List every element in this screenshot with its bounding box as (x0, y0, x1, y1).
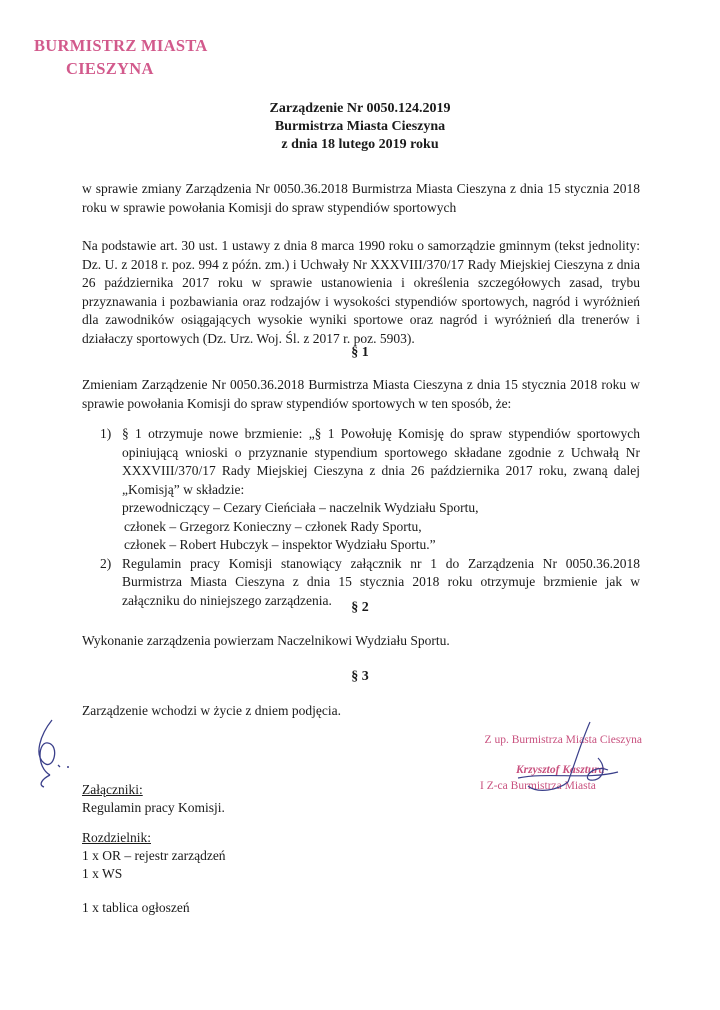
title-line-3: z dnia 18 lutego 2019 roku (281, 137, 439, 152)
distribution-section (82, 829, 226, 917)
stamp-line-2: CIESZYNA (66, 59, 154, 78)
distribution-item: 1 x WS (82, 866, 123, 881)
title-line-1: Zarządzenie Nr 0050.124.2019 (269, 101, 451, 116)
distribution-item: 1 x tablica ogłoszeń (82, 900, 190, 915)
list-item-text: § 1 otrzymuje nowe brzmienie: „§ 1 Powołuję Komisję do spraw stypendiów sportowych opiniującą wnioski o przyznanie stypendium sportowego składane zgodnie z Uchwałą Nr XXXVIII/370/17 Rady Miejskiej Cieszyna z dnia 26 października 2017 roku, zwaną dalej „Komisją” w składzie: (122, 426, 640, 497)
section-3-text: Zarządzenie wchodzi w życie z dniem podjęcia. (82, 703, 341, 718)
signature-name: Krzysztof Kasztura (516, 764, 605, 776)
section-1-intro: Zmieniam Zarządzenie Nr 0050.36.2018 Burmistrza Miasta Cieszyna z dnia 15 stycznia 2018 roku w sprawie powołania Komisji do spraw stypendiów sportowych w ten sposób, że: (82, 377, 640, 411)
member-1: członek – Grzegorz Konieczny – członek Rady Sportu, (124, 518, 422, 534)
list-item-number: 1) (100, 426, 112, 441)
document-title (0, 100, 720, 154)
attachments-section (82, 781, 225, 817)
official-stamp (34, 34, 234, 80)
list-item-number: 2) (100, 555, 112, 571)
section-1-heading: § 1 (351, 345, 369, 360)
handwritten-paraph (30, 715, 75, 790)
section-2-text: Wykonanie zarządzenia powierzam Naczelnikowi Wydziału Sportu. (82, 633, 450, 648)
member-chair: przewodniczący – Cezary Cieńciała – naczelnik Wydziału Sportu, (122, 500, 479, 515)
subject-paragraph: w sprawie zmiany Zarządzenia Nr 0050.36.2018 Burmistrza Miasta Cieszyna z dnia 15 stycznia 2018 roku w sprawie powołania Komisji do spraw stypendiów sportowych (82, 181, 640, 215)
amendment-list (100, 425, 640, 610)
attachments-label: Załączniki: (82, 782, 143, 797)
member-2: członek – Robert Hubczyk – inspektor Wydziału Sportu.” (124, 537, 436, 552)
title-line-2: Burmistrza Miasta Cieszyna (274, 119, 446, 134)
distribution-label: Rozdzielnik: (82, 830, 151, 845)
legal-basis-paragraph: Na podstawie art. 30 ust. 1 ustawy z dnia 8 marca 1990 roku o samorządzie gminnym (tekst jednolity: Dz. U. z 2018 r. poz. 994 z późn. zm.) i Uchwały Nr XXXVIII/370/17 Rady Miejskiej Cieszyna z dnia 26 października 2017 roku w sprawie ustanowienia i określenia szczegółowych zasad, trybu przyznawania i pozbawiania oraz rodzajów i wysokości stypendiów sportowych, nagród i wyróżnień dla zawodników osiągających wysokie wyniki sportowe oraz nagród i wyróżnień dla trenerów i działaczy sportowych (Dz. Urz. Woj. Śl. z 2017 r. poz. 5903). (82, 238, 640, 346)
list-item (100, 425, 640, 499)
distribution-item: 1 x OR – rejestr zarządzeń (82, 848, 226, 863)
section-3-heading: § 3 (351, 669, 369, 684)
signature-authority: Z up. Burmistrza Miasta Cieszyna (484, 734, 642, 746)
list-item-text: Regulamin pracy Komisji stanowiący załącznik nr 1 do Zarządzenia Nr 0050.36.2018 Burmistrza Miasta Cieszyna z dnia 15 stycznia 2018 roku otrzymuje brzmienie jak w załączniku do niniejszego zarządzenia. (122, 555, 640, 608)
section-2-heading: § 2 (351, 600, 369, 615)
signature-title: I Z-ca Burmistrza Miasta (480, 780, 596, 792)
handwritten-signature (498, 720, 658, 810)
attachment-item: Regulamin pracy Komisji. (82, 800, 225, 815)
commission-members (100, 499, 640, 555)
stamp-line-1: BURMISTRZ MIASTA (34, 36, 208, 55)
